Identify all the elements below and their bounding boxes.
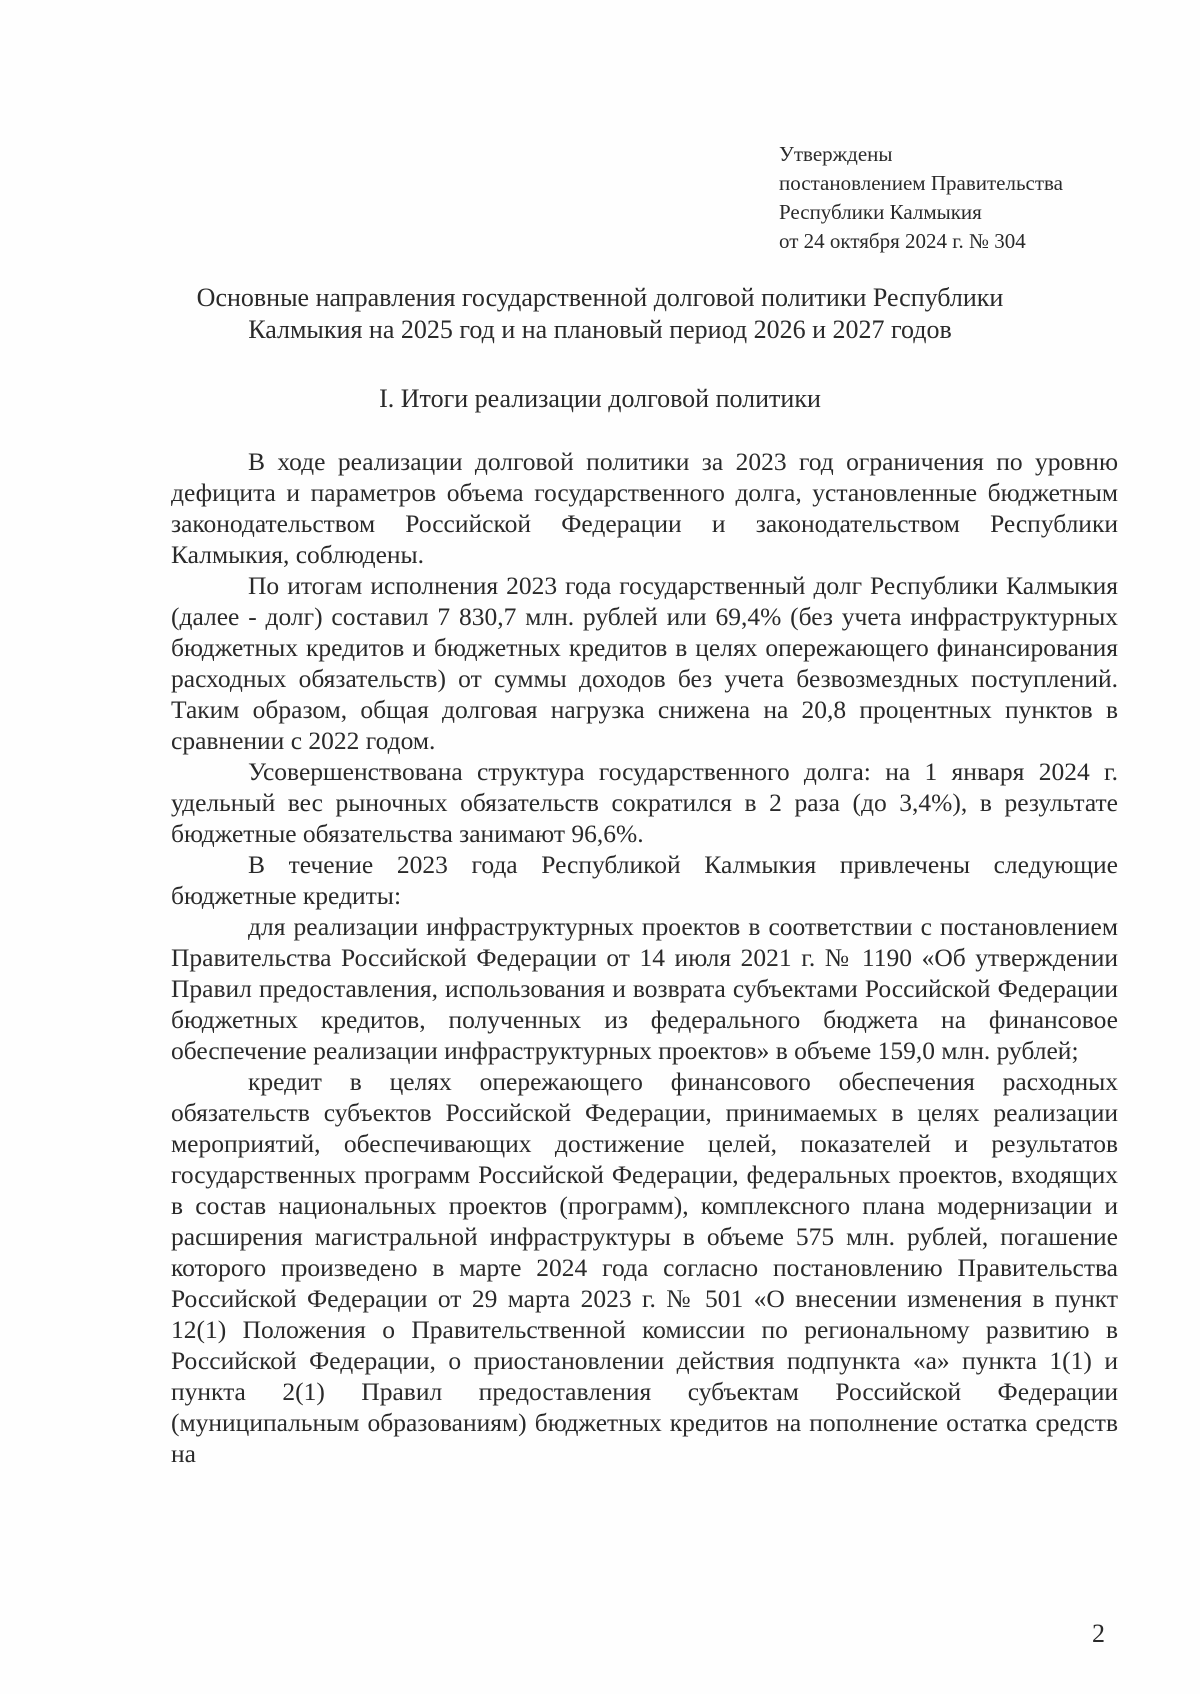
document-title bbox=[150, 282, 1050, 346]
body-paragraph: для реализации инфраструктурных проектов в соответствии с постановлением Правительства Российской Федерации от 14 июля 2021 г. № 1190 «Об утверждении Правил предоставления, использования и возврата субъектами Российской Федерации бюджетных кредитов, полученных из федерального бюджета на финансовое обеспечение реализации инфраструктурных проектов» в объеме 159,0 млн. рублей; bbox=[171, 912, 1118, 1065]
page-number: 2 bbox=[1092, 1619, 1105, 1648]
body-paragraph: кредит в целях опережающего финансового обеспечения расходных обязательств субъектов Российской Федерации, принимаемых в целях реализации мероприятий, обеспечивающих достижение целей, показателей и результатов государственных программ Российской Федерации, федеральных проектов, входящих в состав национальных проектов (программ), комплексного плана модернизации и расширения магистральной инфраструктуры в объеме 575 млн. рублей, погашение которого произведено в марте 2024 года согласно постановлению Правительства Российской Федерации от 29 марта 2023 г. № 501 «О внесении изменения в пункт 12(1) Положения о Правительственной комиссии по региональному развитию в Российской Федерации, о приостановлении действия подпункта «а» пункта 1(1) и пункта 2(1) Правил предоставления субъектам Российской Федерации (муниципальным образованиям) бюджетных кредитов на пополнение остатка средств на bbox=[171, 1067, 1118, 1468]
body-paragraph: В ходе реализации долговой политики за 2023 год ограничения по уровню дефицита и параметров объема государственного долга, установленные бюджетным законодательством Российской Федерации и законодательством Республики Калмыкия, соблюдены. bbox=[171, 447, 1118, 569]
document-body bbox=[171, 446, 1118, 1469]
body-paragraph: По итогам исполнения 2023 года государственный долг Республики Калмыкия (далее - долг) составил 7 830,7 млн. рублей или 69,4% (без учета инфраструктурных бюджетных кредитов и бюджетных кредитов в целях опережающего финансирования расходных обязательств) от суммы доходов без учета безвозмездных поступлений. Таким образом, общая долговая нагрузка снижена на 20,8 процентных пунктов в сравнении с 2022 годом. bbox=[171, 571, 1118, 755]
approval-line: от 24 октября 2024 г. № 304 bbox=[779, 229, 1026, 253]
section-heading: I. Итоги реализации долговой политики bbox=[379, 384, 821, 413]
approval-line: постановлением Правительства bbox=[779, 171, 1064, 195]
body-paragraph: В течение 2023 года Республикой Калмыкия привлечены следующие бюджетные кредиты: bbox=[171, 850, 1118, 910]
approval-line: Утверждены bbox=[779, 142, 893, 166]
document-title-line-1: Основные направления государственной долговой политики Республики bbox=[196, 283, 1004, 312]
document-title-line-2: Калмыкия на 2025 год и на плановый период 2026 и 2027 годов bbox=[248, 315, 952, 344]
approval-line: Республики Калмыкия bbox=[779, 200, 982, 224]
approval-stamp bbox=[779, 140, 1063, 256]
body-paragraph: Усовершенствована структура государственного долга: на 1 января 2024 г. удельный вес рыночных обязательств сократился в 2 раза (до 3,4%), в результате бюджетные обязательства занимают 96,6%. bbox=[171, 757, 1118, 848]
